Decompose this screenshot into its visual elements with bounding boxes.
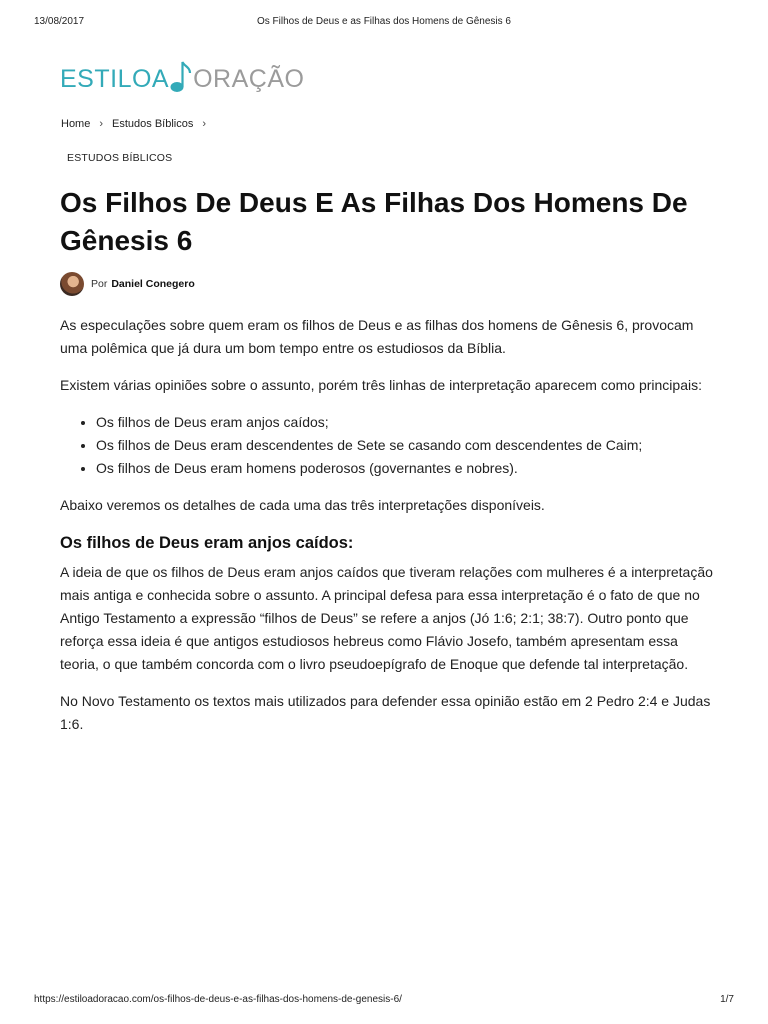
paragraph: Existem várias opiniões sobre o assunto, porém três linhas de interpretação aparecem como principais: (60, 377, 702, 393)
site-logo[interactable] (60, 54, 304, 94)
logo-text-part2: ORAÇÃO (193, 65, 305, 93)
music-note-icon (170, 58, 192, 94)
list-item: • Os filhos de Deus eram descendentes de Sete se casando com descendentes de Caim; (96, 434, 720, 457)
logo-text-part1: ESTILOA (60, 65, 170, 93)
print-url: https://estiloadoracao.com/os-filhos-de-deus-e-as-filhas-dos-homens-de-genesis-6/ (34, 994, 402, 1005)
breadcrumb-estudos-biblicos[interactable]: Estudos Bíblicos (112, 118, 194, 130)
author-name-link[interactable]: Daniel Conegero (111, 278, 195, 290)
article-body (60, 314, 720, 750)
avatar[interactable] (60, 272, 84, 296)
paragraph: A ideia de que os filhos de Deus eram anjos caídos que tiveram relações com mulheres é a interpretação mais antiga e conhecida sobre o assunto. A principal defesa para essa interpretação é o fato de que no Antigo Testamento a expressão “filhos de Deus” se refere a anjos (Jó 1:6; 2:1; 38:7). Outro ponto que reforça essa ideia é que antigos estudiosos hebreus como Flávio Josefo, também apresentam essa teoria, o que também concorda com o livro pseudoepígrafo de Enoque que defende tal interpretação. (60, 564, 713, 672)
print-date: 13/08/2017 (34, 16, 85, 27)
paragraph: Abaixo veremos os detalhes de cada uma das três interpretações disponíveis. (60, 497, 545, 513)
article-title: Os Filhos De Deus E As Filhas Dos Homens De Gênesis 6 (60, 187, 688, 256)
section-heading: Os filhos de Deus eram anjos caídos: (60, 534, 354, 552)
author-line (60, 272, 195, 296)
chevron-right-icon: › (99, 118, 104, 130)
author-prefix: Por (91, 278, 108, 290)
paragraph: No Novo Testamento os textos mais utilizados para defender essa opinião estão em 2 Pedro 2:4 e Judas 1:6. (60, 693, 711, 732)
breadcrumb (61, 118, 215, 130)
list-item: • Os filhos de Deus eram homens poderosos (governantes e nobres). (96, 457, 720, 480)
category-tag[interactable]: ESTUDOS BÍBLICOS (67, 152, 173, 164)
print-header (34, 16, 734, 30)
breadcrumb-home[interactable]: Home (61, 118, 91, 130)
paragraph: As especulações sobre quem eram os filhos de Deus e as filhas dos homens de Gênesis 6, provocam uma polêmica que já dura um bom tempo entre os estudiosos da Bíblia. (60, 317, 694, 356)
chevron-right-icon: › (202, 118, 207, 130)
interpretation-list (60, 411, 720, 480)
print-footer (34, 994, 734, 1008)
page-number: 1/7 (720, 994, 734, 1005)
print-page-title: Os Filhos de Deus e as Filhas dos Homens de Gênesis 6 (256, 16, 511, 27)
list-item: • Os filhos de Deus eram anjos caídos; (96, 411, 720, 434)
